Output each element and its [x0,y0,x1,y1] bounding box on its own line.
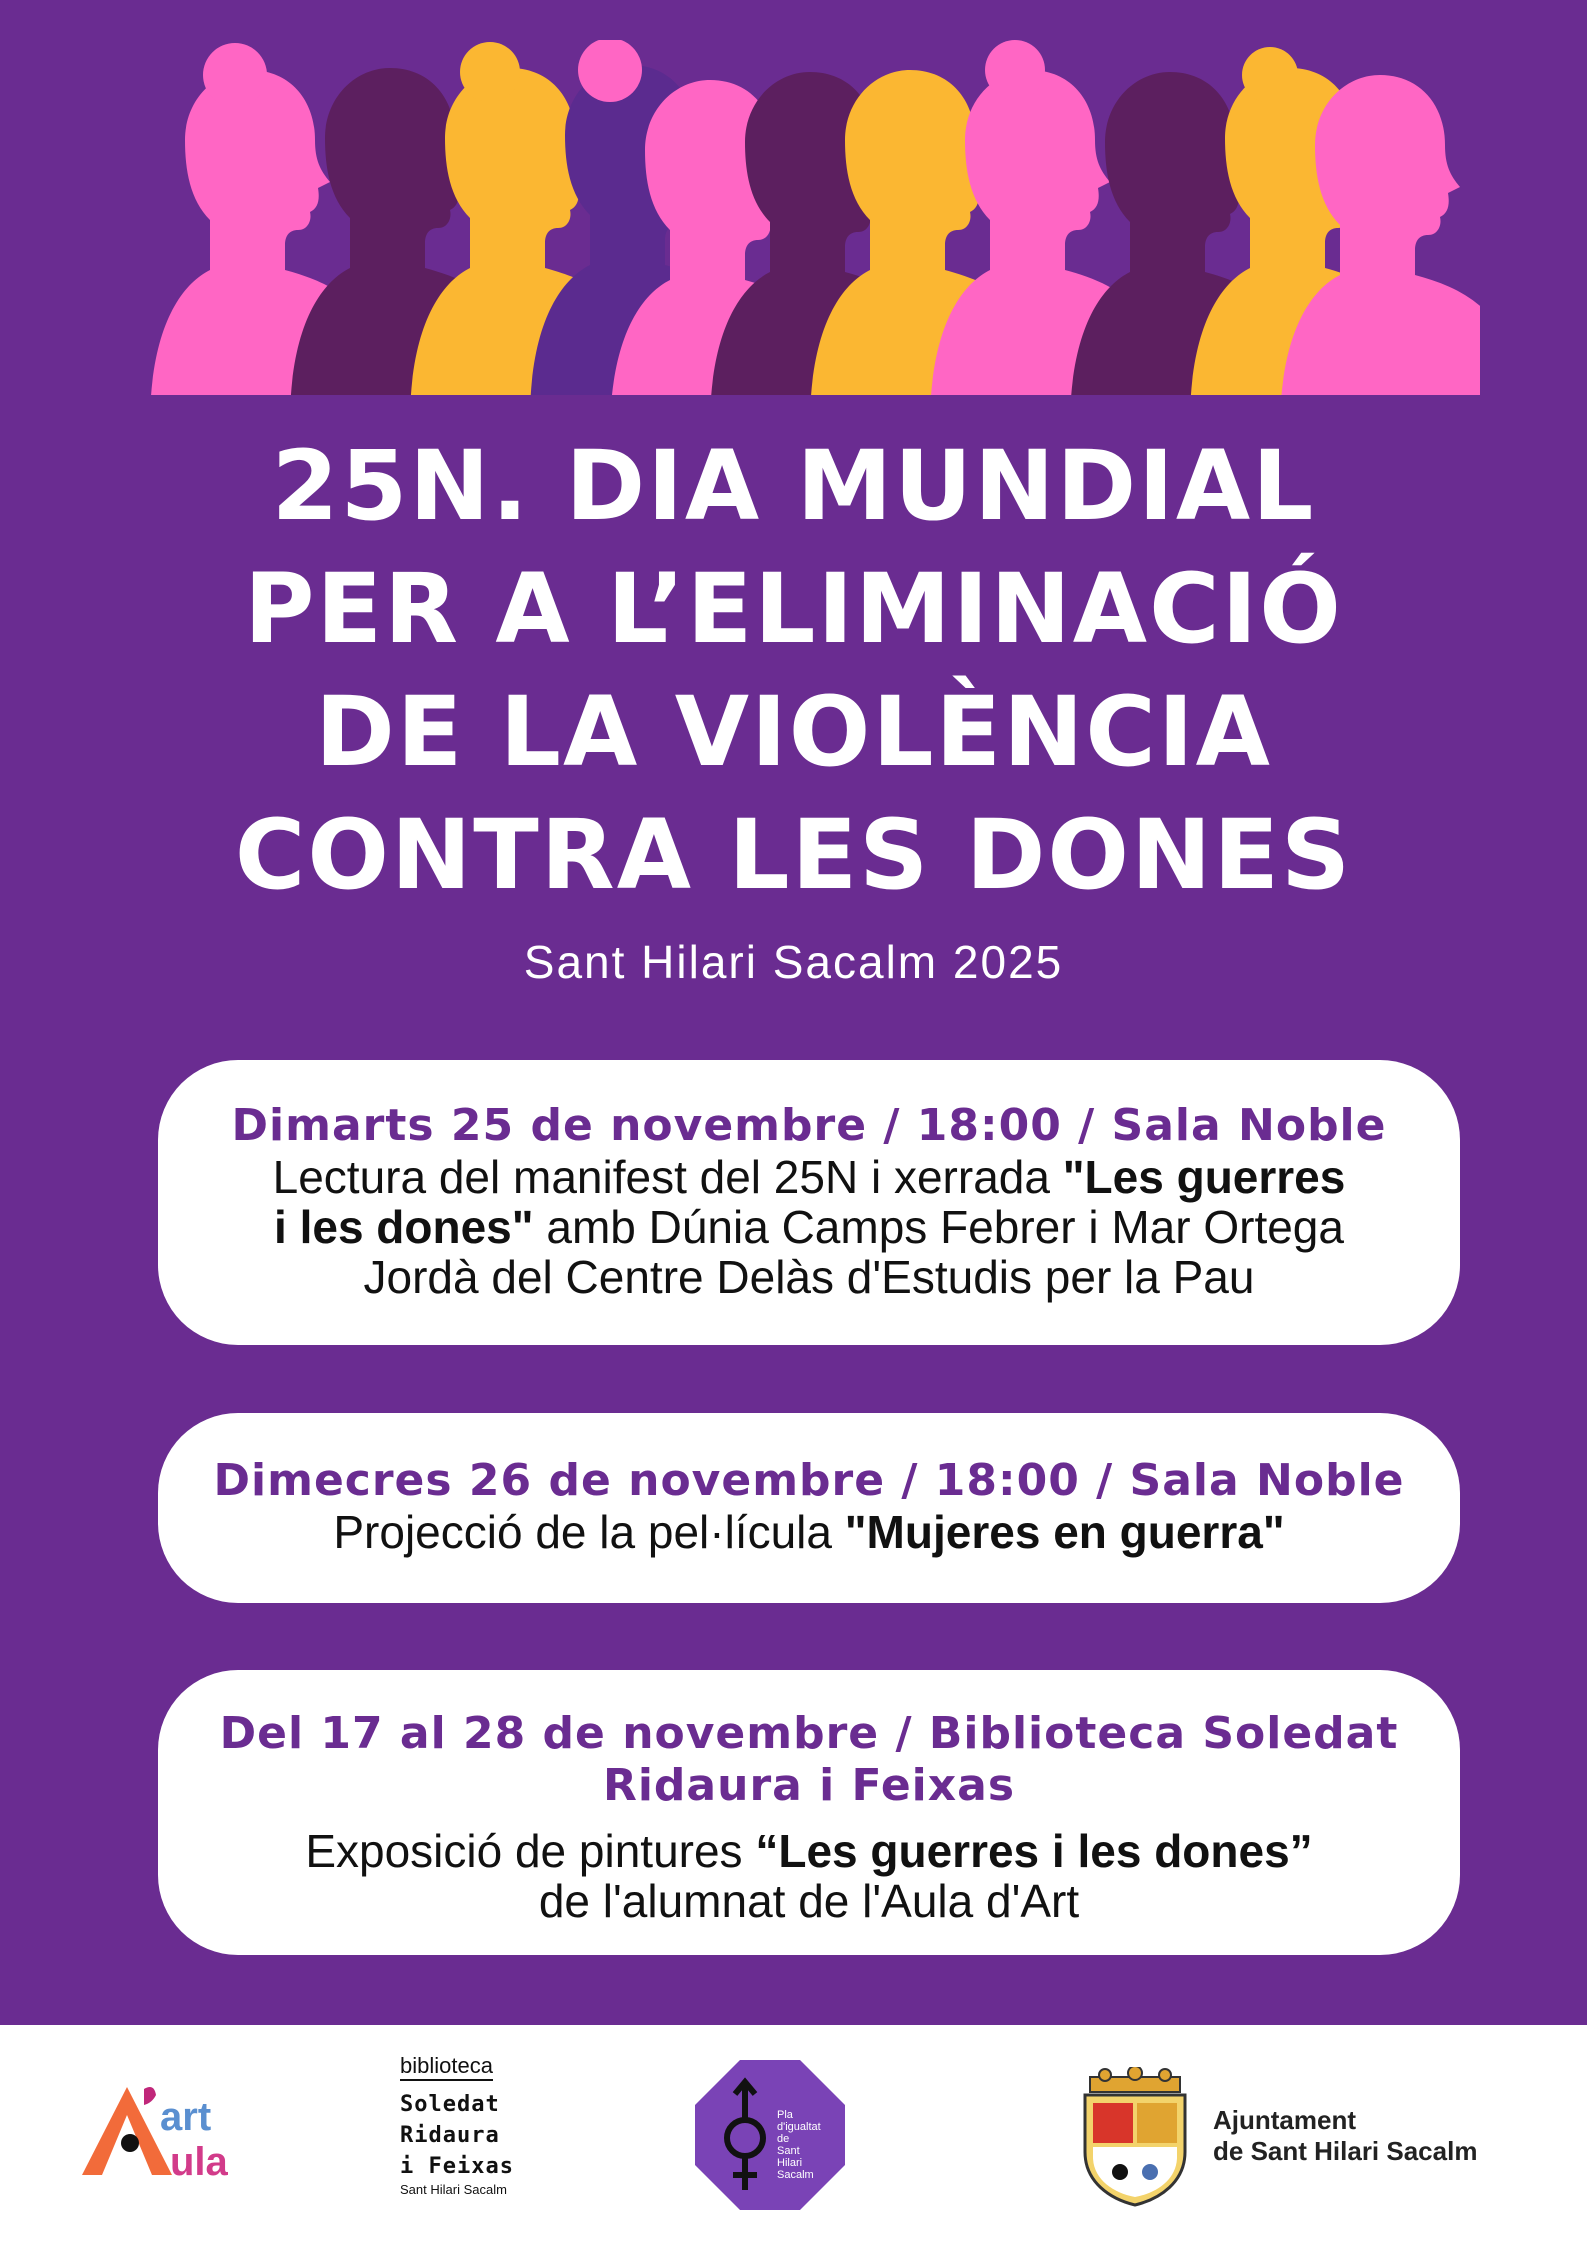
event-heading: Del 17 al 28 de novembre / Biblioteca Soledat [219,1708,1399,1759]
aula-art-icon [82,2075,262,2195]
coat-of-arms-shield [1075,2067,1195,2207]
biblioteca-name-line: i Feixas [400,2154,514,2179]
logo-text-art: art [160,2095,212,2139]
event-description [178,1152,1440,1302]
text-span: Projecció de la pel·lícula [333,1506,845,1558]
ajuntament-line: Ajuntament [1213,2105,1356,2135]
footer-logos [0,2025,1587,2245]
biblioteca-name-line: Soledat [400,2092,500,2117]
badge-text: Sacalm [777,2169,814,2181]
bold-text: "Mujeres en guerra" [844,1506,1285,1558]
event-card-2 [158,1413,1460,1603]
bold-text: "Les guerres [1062,1151,1346,1203]
biblioteca-place: Sant Hilari Sacalm [400,2182,507,2197]
biblioteca-name-line: Ridaura [400,2123,500,2148]
event-heading: Dimarts 25 de novembre / 18:00 / Sala Noble [231,1100,1387,1151]
coat-of-arms-icon [1075,2067,1195,2207]
event-card-3 [158,1670,1460,1955]
badge-text: de [777,2133,790,2145]
biblioteca-label: biblioteca [400,2053,493,2081]
badge-text: Hilari [777,2157,803,2169]
title-line: DE LA VIOLÈNCIA [315,676,1272,788]
bold-text: i les dones" [274,1201,534,1253]
pla-igualtat-logo [695,2060,845,2210]
text-line: Jordà del Centre Delàs d'Estudis per la Pau [363,1251,1255,1303]
ajuntament-label [1213,2105,1543,2167]
text-line: de l'alumnat de l'Aula d'Art [538,1875,1080,1927]
aula-art-logo [82,2075,262,2195]
text-span: Exposició de pintures [305,1825,756,1877]
event-heading: Dimecres 26 de novembre / 18:00 / Sala Noble [213,1455,1405,1506]
page-title [0,425,1587,917]
biblioteca-logo [400,2053,540,2197]
pla-igualtat-badge [695,2060,845,2210]
badge-text: Sant [777,2145,800,2157]
event-description [178,1507,1440,1557]
ajuntament-line: de Sant Hilari Sacalm [1213,2136,1478,2166]
title-line: CONTRA LES DONES [234,799,1353,911]
text-span: Lectura del manifest del 25N i xerrada [272,1151,1063,1203]
bold-text: “Les guerres i les dones” [755,1825,1313,1877]
women-silhouettes-illustration [150,40,1480,395]
text-span: amb Dúnia Camps Febrer i Mar Ortega [533,1201,1344,1253]
title-line: 25N. DIA MUNDIAL [271,430,1316,542]
event-card-1 [158,1060,1460,1345]
event-description [178,1826,1440,1926]
subtitle: Sant Hilari Sacalm 2025 [523,936,1064,988]
title-line: PER A L’ELIMINACIÓ [244,553,1343,665]
badge-text: d'igualtat [777,2121,821,2133]
logo-text-ula: ula [170,2140,228,2184]
event-heading: Ridaura i Feixas [602,1760,1016,1811]
badge-text: Pla [777,2109,793,2121]
